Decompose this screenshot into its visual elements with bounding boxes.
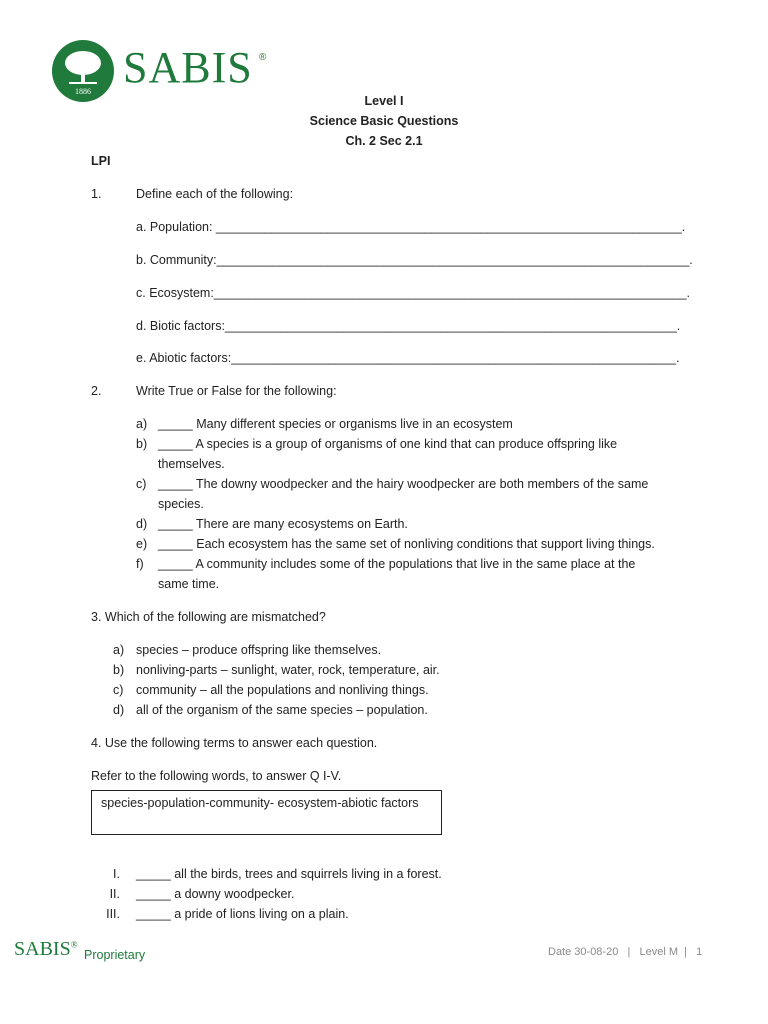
q2-marker: e) (136, 537, 148, 551)
q1-item: d. Biotic factors:_________________________________________________________________. (136, 319, 681, 333)
q2-marker: f) (136, 557, 144, 571)
q3-marker: b) (113, 663, 125, 677)
q4-prompt: 4. Use the following terms to answer each question. (91, 736, 378, 750)
footer-brand (14, 938, 78, 961)
q4-marker: II. (109, 887, 120, 901)
q1-item: c. Ecosystem:____________________________________________________________________. (136, 286, 690, 300)
q1-number: 1. (91, 187, 102, 201)
word-bank-text: species-population-community- ecosystem-abiotic factors (101, 796, 419, 810)
q3-marker: d) (113, 703, 125, 717)
q1-item: e. Abiotic factors:________________________________________________________________. (136, 351, 680, 365)
q2-marker: c) (136, 477, 147, 491)
q1-item: a. Population: ___________________________________________________________________. (136, 220, 686, 234)
q3-marker: a) (113, 643, 125, 657)
q2-statement-cont: themselves. (158, 457, 225, 471)
q2-statement: _____ Many different species or organisms live in an ecosystem (158, 417, 513, 431)
q3-marker: c) (113, 683, 124, 697)
q4-item: _____ all the birds, trees and squirrels living in a forest. (136, 867, 442, 881)
q3-item: community – all the populations and nonliving things. (136, 683, 429, 697)
q1-prompt: Define each of the following: (136, 187, 294, 201)
footer-brand-name: SABIS (14, 938, 71, 960)
lpi-label: LPI (91, 154, 111, 168)
q2-statement: _____ The downy woodpecker and the hairy woodpecker are both members of the same (158, 477, 649, 491)
q4-item: _____ a pride of lions living on a plain. (136, 907, 349, 921)
doc-title: Science Basic Questions (309, 114, 459, 128)
q2-marker: a) (136, 417, 148, 431)
q4-marker: III. (106, 907, 120, 921)
q3-item: nonliving-parts – sunlight, water, rock, temperature, air. (136, 663, 440, 677)
q4-marker: I. (113, 867, 120, 881)
q2-marker: b) (136, 437, 148, 451)
q4-refer-text: Refer to the following words, to answer Q I-V. (91, 769, 342, 783)
doc-chapter: Ch. 2 Sec 2.1 (345, 134, 423, 148)
logo-year: 1886 (75, 87, 91, 96)
q1-item: b. Community:____________________________________________________________________. (136, 253, 693, 267)
q3-item: all of the organism of the same species – population. (136, 703, 428, 717)
footer-reg-mark: ® (70, 939, 78, 950)
logo-wordmark: SABIS (123, 43, 253, 92)
q2-marker: d) (136, 517, 148, 531)
doc-level: Level I (364, 94, 404, 108)
q2-statement-cont: species. (158, 497, 204, 511)
q2-statement: _____ A species is a group of organisms of one kind that can produce offspring like (158, 437, 618, 451)
footer-meta: Date 30-08-20 | Level M | 1 (548, 946, 703, 958)
q3-item: species – produce offspring like themselves. (136, 643, 382, 657)
q2-statement: _____ Each ecosystem has the same set of nonliving conditions that support living things. (158, 537, 655, 551)
footer-proprietary: Proprietary (84, 948, 146, 962)
q2-statement: _____ A community includes some of the populations that live in the same place at the (158, 557, 636, 571)
logo-registered-mark: ® (259, 52, 267, 63)
q2-statement-cont: same time. (158, 577, 220, 591)
q2-prompt: Write True or False for the following: (136, 384, 337, 398)
q4-item: _____ a downy woodpecker. (136, 887, 295, 901)
q2-statement: _____ There are many ecosystems on Earth. (158, 517, 408, 531)
q2-number: 2. (91, 384, 102, 398)
q3-prompt: 3. Which of the following are mismatched? (91, 610, 326, 624)
